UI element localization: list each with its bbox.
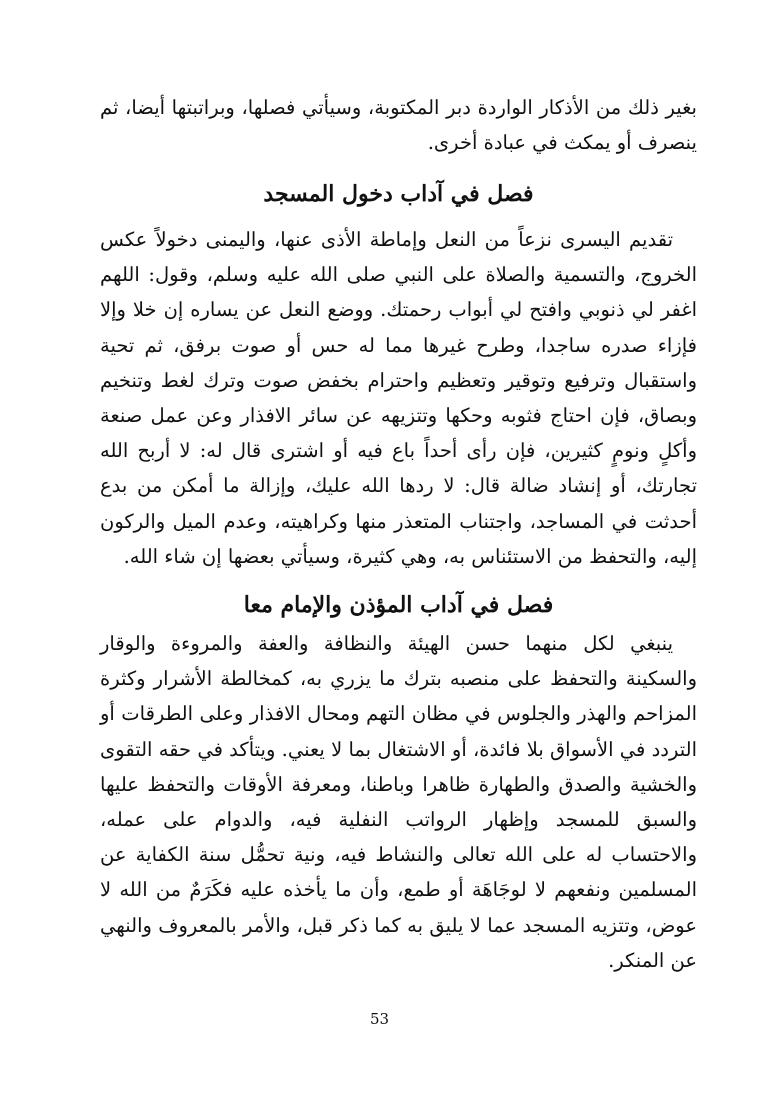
intro-paragraph — [100, 90, 697, 160]
section-heading-mosque-entry: فصل في آداب دخول المسجد — [263, 181, 534, 207]
intro-text: بغير ذلك من الأذكار الواردة دبر المكتوبة، وسيأتي فصلها، وبراتبتها أيضا، ثم ينصرف أو يمكث في عبادة أخرى. — [100, 96, 697, 155]
page-number: 53 — [369, 1010, 390, 1028]
section2-text: ينبغي لكل منهما حسن الهيئة والنظافة والعفة والمروءة والوقار والسكينة والتحفظ على منصبه بترك ما يزري به، كمخالطة الأشرار وكثرة المزاحم والهذر والجلوس في مظان التهم ومحال الافذار وعلى الطرقات أو التردد في الأسواق بلا فائدة، أو الاشتغال بما لا يعني. ويتأكد في حقه التقوى والخشية والصدق والطهارة ظاهرا وباطنا، ومعرفة الأوقات والتحفظ عليها والسبق للمسجد وإظهار الرواتب النفلية فيه، والدوام على عمله، والاحتساب له على الله تعالى والنشاط فيه، ونية تحمُّل سنة الكفاية عن المسلمين ونفعهم لا لوجَاهَة أو طمع، وأن ما يأخذه عليه فكَرَمٌ من الله لا عوض، وتتزيه المسجد عما لا يليق به كما ذكر قبل، والأمر بالمعروف والنهي عن المنكر. — [100, 632, 697, 972]
section-body-mosque-entry — [100, 222, 697, 574]
section-heading-muezzin-imam: فصل في آداب المؤذن والإمام معا — [243, 592, 554, 618]
section1-text: تقديم اليسرى نزعاً من النعل وإماطة الأذى عنها، واليمنى دخولاً عكس الخروج، والتسمية والصلاة على النبي صلى الله عليه وسلم، وقول: اللهم اغفر لي ذنوبي وافتح لي أبواب رحمتك. ووضع النعل عن يساره إن خلا وإلا فإزاء صدره ساجدا، وطرح غيرها مما له حس أو صوت برفق، ثم تحية واستقبال وترفيع وتوقير وتعظيم واحترام بخفض صوت وترك لغط وتنخيم وبصاق، فإن احتاج فثوبه وحكها وتتزيهه عن سائر الافذار وعن عمل صنعة وأكلٍ ونومٍ كثيرين، فإن رأى أحداً باع فيه أو اشترى قال له: لا أربح الله تجارتك، أو إنشاد ضالة قال: لا ردها الله عليك، وإزالة ما أمكن من بدع أحدثت في المساجد، واجتناب المتعذر منها وكراهيته، وعدم الميل والركون إليه، والتحفظ من الاستئناس به، وهي كثيرة، وسيأتي بعضها إن شاء الله. — [100, 228, 697, 568]
section-body-muezzin-imam — [100, 626, 697, 978]
